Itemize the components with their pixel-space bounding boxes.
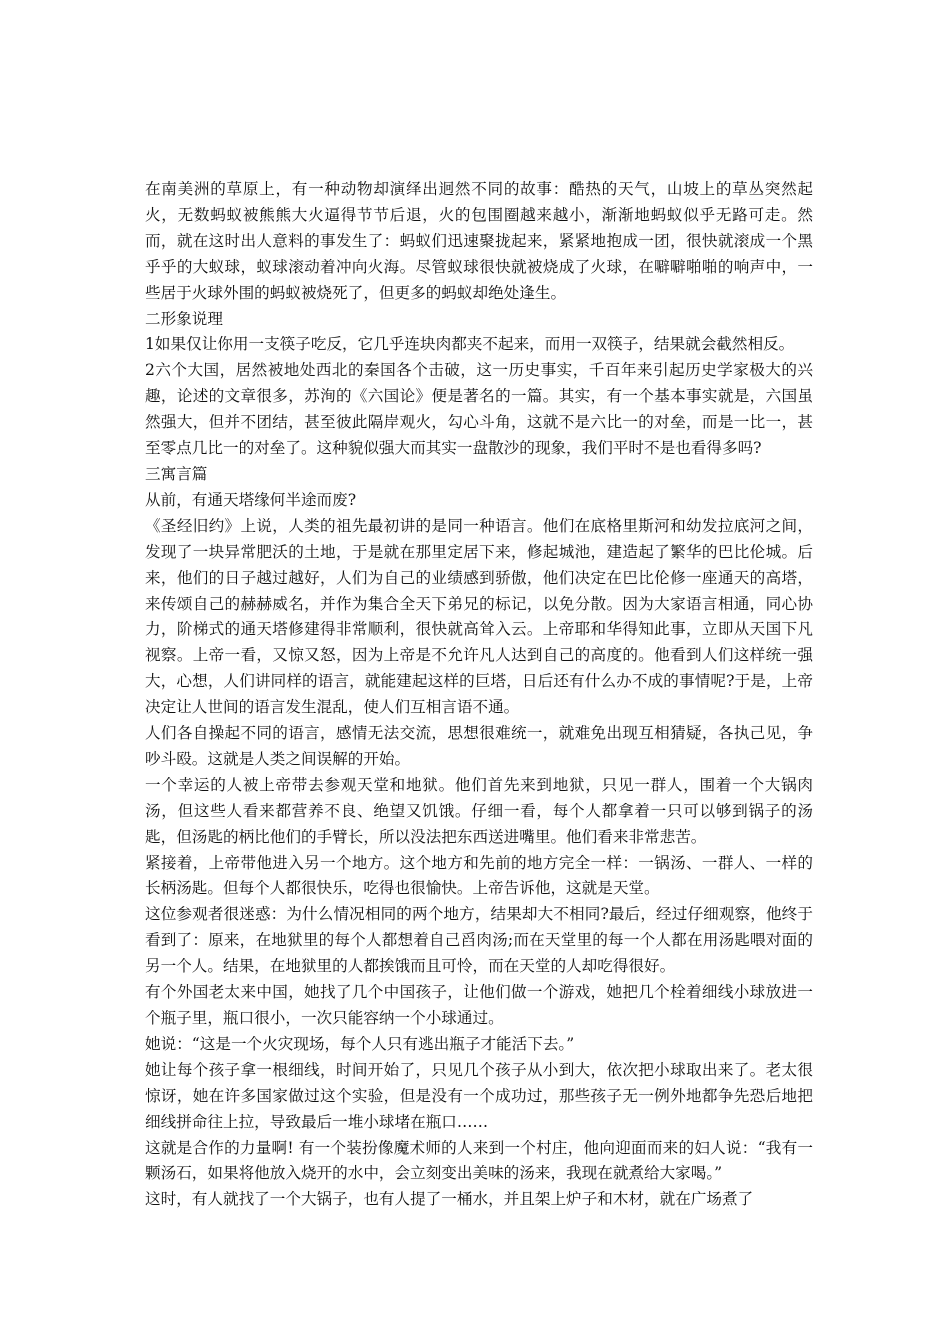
paragraph-visitor-realization: 这位参观者很迷惑：为什么情况相同的两个地方，结果却大不相同?最后，经过仔细观察，他终于看到了：原来，在地狱里的每个人都想着自己舀肉汤;而在天堂里的每一个人都在用汤匙喂对面的另一个人。结果，在地狱里的人都挨饿而且可怜，而在天堂的人却吃得很好。 — [145, 905, 813, 976]
document-page — [145, 177, 813, 1213]
paragraph-bottle-game: 有个外国老太来中国，她找了几个中国孩子，让他们做一个游戏，她把几个栓着细线小球放进一个瓶子里，瓶口很小，一次只能容纳一个小球通过。 — [145, 983, 813, 1027]
section-heading-fables: 三寓言篇 — [145, 464, 208, 483]
paragraph-babel-conclusion: 人们各自操起不同的语言，感情无法交流，思想很难统一，就难免出现互相猜疑，各执己见，争吵斗殴。这就是人类之间误解的开始。 — [145, 724, 813, 768]
paragraph-soup-stone: 这就是合作的力量啊! 有一个装扮像魔术师的人来到一个村庄，他向迎面而来的妇人说：“我有一颗汤石，如果将他放入烧开的水中，会立刻变出美味的汤来，我现在就煮给大家喝。” — [145, 1138, 813, 1183]
paragraph-soup-stone-continued: 这时，有人就找了一个大锅子，也有人提了一桶水，并且架上炉子和木材，就在广场煮了 — [145, 1190, 754, 1209]
paragraph-six-states: 2六个大国，居然被地处西北的秦国各个击破，这一历史事实，千百年来引起历史学家极大的兴趣，论述的文章很多，苏洵的《六国论》便是著名的一篇。其实，有一个基本事实就是，六国虽然强大，但并不团结，甚至彼此隔岸观火，勾心斗角，这就不是六比一的对垒，而是一比一，甚至零点几比一的对垒了。这种貌似强大而其实一盘散沙的现象，我们平时不是也看得多吗? — [145, 361, 813, 458]
paragraph-hell-visit: 一个幸运的人被上帝带去参观天堂和地狱。他们首先来到地狱，只见一群人，围着一个大锅肉汤，但这些人看来都营养不良、绝望又饥饿。仔细一看，每个人都拿着一只可以够到锅子的汤匙，但汤匙的柄比他们的手臂长，所以没法把东西送进嘴里。他们看来非常悲苦。 — [145, 775, 813, 846]
paragraph-babel-story: 《圣经旧约》上说，人类的祖先最初讲的是同一种语言。他们在底格里斯河和幼发拉底河之间，发现了一块异常肥沃的土地，于是就在那里定居下来，修起城池，建造起了繁华的巴比伦城。后来，他们的日子越过越好，人们为自己的业绩感到骄傲，他们决定在巴比伦修一座通天的高塔，来传颂自己的赫赫威名，并作为集合全天下弟兄的标记，以免分散。因为大家语言相通，同心协力，阶梯式的通天塔修建得非常顺利，很快就高耸入云。上帝耶和华得知此事，立即从天国下凡视察。上帝一看，又惊又怒，因为上帝是不允许凡人达到自己的高度的。他看到人们这样统一强大，心想，人们讲同样的语言，就能建起这样的巨塔，日后还有什么办不成的事情呢?于是，上帝决定让人世间的语言发生混乱，使人们互相言语不通。 — [145, 516, 813, 717]
paragraph-ant-story: 在南美洲的草原上，有一种动物却演绎出迥然不同的故事：酷热的天气，山坡上的草丛突然起火，无数蚂蚁被熊熊大火逼得节节后退，火的包围圈越来越小，渐渐地蚂蚁似乎无路可走。然而，就在这时出人意料的事发生了：蚂蚁们迅速聚拢起来，紧紧地抱成一团，很快就滚成一个黑乎乎的大蚁球，蚁球滚动着冲向火海。尽管蚁球很快就被烧成了火球，在噼噼啪啪的响声中，一些居于火球外围的蚂蚁被烧死了，但更多的蚂蚁却绝处逢生。 — [145, 180, 813, 302]
paragraph-heaven-visit: 紧接着，上帝带他进入另一个地方。这个地方和先前的地方完全一样：一锅汤、一群人、一样的长柄汤匙。但每个人都很快乐，吃得也很愉快。上帝告诉他，这就是天堂。 — [145, 853, 813, 898]
section-heading-image-reasoning: 二形象说理 — [145, 309, 223, 328]
paragraph-babel-question: 从前，有通天塔缘何半途而废? — [145, 490, 357, 509]
paragraph-fire-scene-quote: 她说：“这是一个火灾现场，每个人只有逃出瓶子才能活下去。” — [145, 1034, 575, 1053]
paragraph-chopsticks: 1如果仅让你用一支筷子吃反，它几乎连块肉都夹不起来，而用一双筷子，结果就会截然相反。 — [145, 335, 795, 354]
paragraph-bottle-result: 她让每个孩子拿一根细线，时间开始了，只见几个孩子从小到大，依次把小球取出来了。老太很惊讶，她在许多国家做过这个实验，但是没有一个成功过，那些孩子无一例外地都争先恐后地把细线拼命往上拉，导致最后一堆小球堵在瓶口…… — [145, 1060, 813, 1131]
